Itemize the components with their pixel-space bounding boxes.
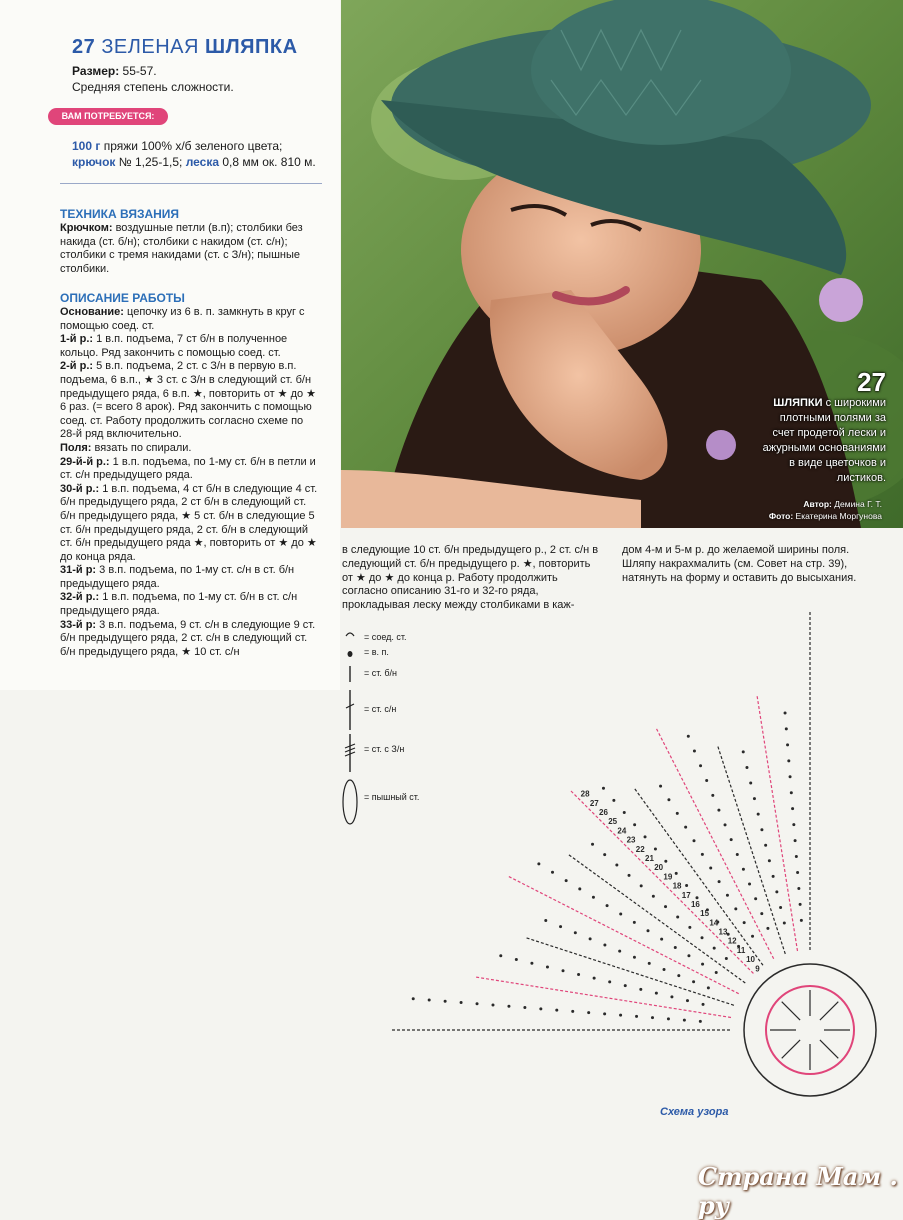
chain-dot (608, 980, 611, 983)
chain-dot (760, 912, 763, 915)
chain-dot (555, 1009, 558, 1012)
chain-dot (796, 871, 799, 874)
chain-dot (674, 946, 677, 949)
chain-dot (603, 944, 606, 947)
petal-stitch (782, 1040, 800, 1058)
technique-heading: ТЕХНИКА ВЯЗАНИЯ (60, 207, 180, 221)
chain-dot (652, 895, 655, 898)
chain-dot (760, 828, 763, 831)
chain-dot (577, 973, 580, 976)
row-number: 19 (663, 872, 673, 882)
row-number: 20 (654, 863, 664, 873)
chain-dot (753, 797, 756, 800)
chain-dot (705, 779, 708, 782)
chain-dot (667, 1017, 670, 1020)
diagram-label: Схема узора (660, 1106, 729, 1118)
chain-dot (655, 992, 658, 995)
center-motif (744, 964, 876, 1096)
row-number: 22 (635, 844, 645, 854)
chain-dot (768, 859, 771, 862)
chain-dot (633, 823, 636, 826)
chain-dot (651, 1016, 654, 1019)
row-number: 28 (580, 789, 590, 799)
chain-dot (795, 855, 798, 858)
chain-dot (664, 860, 667, 863)
row-number: 23 (626, 835, 636, 845)
chain-dot (591, 843, 594, 846)
chain-dot (799, 903, 802, 906)
chain-dot (685, 884, 688, 887)
chain-dot (695, 896, 698, 899)
chain-dot (633, 956, 636, 959)
chain-dot (428, 999, 431, 1002)
stitch-ray (717, 745, 785, 954)
row-number: 12 (727, 936, 737, 946)
chain-dot (639, 988, 642, 991)
chain-dot (624, 984, 627, 987)
chain-dot (718, 880, 721, 883)
chain-dot (742, 868, 745, 871)
puff-icon (343, 780, 357, 824)
chain-dot (633, 921, 636, 924)
stitch-ray (634, 787, 763, 965)
chain-dot (670, 995, 673, 998)
article-title: 27 ЗЕЛЕНАЯ ШЛЯПКА (72, 36, 298, 58)
chain-dot (530, 962, 533, 965)
stitch-ray (567, 854, 745, 983)
row-number: 11 (736, 945, 746, 955)
chain-dot (676, 812, 679, 815)
chain-dot (693, 749, 696, 752)
chain-dot (715, 971, 718, 974)
chain-dot (539, 1007, 542, 1010)
chain-dot (587, 1011, 590, 1014)
row-number: 9 (755, 964, 760, 974)
chain-dot (635, 1015, 638, 1018)
chain-dot (676, 915, 679, 918)
chain-dot (623, 811, 626, 814)
chain-dot (589, 937, 592, 940)
row-number: 27 (589, 798, 599, 808)
chain-dot (476, 1002, 479, 1005)
symbol-legend (340, 630, 460, 830)
description-text: Основание: цепочку из 6 в. п. замкнуть в круг с помощью соед. ст. 1-й р.: 1 в.п. подъема, 7 ст б/н в полученное кольцо. Ряд закончить с помощью соед. ст. 2-й р.: 5 в.п. подъема, 2 ст. с З/н в первую в.п. подъема, 6 в.п., ★ 3 ст. с З/н в следующий ст. б/н предыдущего ряда, 6 в.п. ★, повторить от ★ до ★ 6 раз. (= всего 8 арок). Ряд закончить с помощью соед. ст. Работу продолжить согласно схеме по 28-й ряд включительно. Поля: вязать по спирали. 29-й-й р.: 1 в.п. подъема, по 1-му ст. б/н в петли и ст. с/н предыдущего ряда. 30-й р.: 1 в.п. подъема, 4 ст б/н в следующие 4 ст. б/н предыдущего ряда, 2 ст б/н в следующий ст. б/н предыдущего ряда, ★ 5 ст. б/н в следующие 5 ст. б/н предыдущего ряда, 2 ст. б/н в следующий ст. б/н предыдущего ряда ★, повторить от ★ до ★ до конца ряда. 31-й р: 3 в.п. подъема, по 1-му ст. с/н в ст. б/н предыдущего ряда. 32-й р.: 1 в.п. подъема, по 1-му ст. б/н в ст. с/н предыдущего ряда. 33-й р: 3 в.п. подъема, 9 ст. с/н в следующие 9 ст. б/н предыдущего ряда, 2 ст. с/н в следующий ст. б/н предыдущего ряда, ★ 10 ст. с/н (60, 306, 318, 658)
chain-dot (794, 839, 797, 842)
chain-dot (789, 775, 792, 778)
chain-dot (707, 986, 710, 989)
watermark: Страна Мам . ру (698, 1162, 898, 1220)
chain-dot (619, 913, 622, 916)
chain-dot (612, 799, 615, 802)
chain-dot (797, 887, 800, 890)
chain-dot (593, 977, 596, 980)
chain-dot (460, 1001, 463, 1004)
technique-text: Крючком: воздушные петли (в.п); столбики без накида (ст. б/н); столбики с накидом (ст. с/н); столбики с тремя накидами (ст. с З/н); пышные столбики. (60, 222, 303, 275)
chain-dot (537, 862, 540, 865)
chain-dot (664, 905, 667, 908)
chain-dot (724, 823, 727, 826)
chain-dot (751, 935, 754, 938)
chain-dot (683, 1019, 686, 1022)
chain-dot (784, 711, 787, 714)
chain-dot (711, 794, 714, 797)
chain-dot (717, 809, 720, 812)
chain-dot (606, 904, 609, 907)
chain-dot (702, 1003, 705, 1006)
chain-dot (791, 807, 794, 810)
petal-stitch (820, 1002, 838, 1020)
middle-text: в следующие 10 ст. б/н предыдущего р., 2 ст. с/н в следующий ст. б/н предыдущего р. ★, повторить от ★ до ★ до конца р. Работу продолжить согласно описанию 31-го и 32-го ряда, прокладывая леску между столбиками в каж- (342, 544, 599, 612)
row-number: 26 (599, 808, 608, 818)
chain-dot (701, 853, 704, 856)
chain-dot (602, 787, 605, 790)
chain-dot (792, 823, 795, 826)
chain-dot (725, 957, 728, 960)
chain-dot (551, 871, 554, 874)
row-number: 14 (709, 918, 719, 928)
chain-dot (775, 890, 778, 893)
description-heading: ОПИСАНИЕ РАБОТЫ (60, 291, 185, 305)
chain-dot (444, 1000, 447, 1003)
chain-dot (499, 954, 502, 957)
chain-dot (663, 968, 666, 971)
chain-dot (745, 766, 748, 769)
chain-dot (726, 894, 729, 897)
chain-dot (743, 921, 746, 924)
chain-dot (660, 938, 663, 941)
chain-dot (491, 1004, 494, 1007)
chain-dot (730, 838, 733, 841)
chain-dot (574, 931, 577, 934)
row-number: 21 (645, 854, 654, 864)
chain-dot (677, 974, 680, 977)
chain-dot (687, 954, 690, 957)
divider (60, 183, 322, 184)
legend-dc: = ст. с/н (364, 704, 397, 714)
chain-dot (701, 963, 704, 966)
legend-puff: = пышный ст. (364, 792, 420, 802)
row-number: 10 (746, 955, 756, 965)
chain-dot (713, 947, 716, 950)
legend-slip: = соед. ст. (364, 632, 407, 642)
petal-stitch (782, 1002, 800, 1020)
petal-stitch (820, 1040, 838, 1058)
chain-dot (687, 735, 690, 738)
row-number: 25 (608, 817, 618, 827)
stitch-ray (525, 937, 734, 1005)
chain-dot (659, 785, 662, 788)
row-number: 18 (672, 881, 682, 891)
legend-chain: = в. п. (364, 647, 389, 657)
chain-dot (709, 866, 712, 869)
chain-dot (592, 896, 595, 899)
stitch-ray (570, 790, 754, 974)
chain-dot (559, 925, 562, 928)
chain-dot (644, 835, 647, 838)
chain-dot (748, 883, 751, 886)
right-text: дом 4-м и 5-м р. до желаемой ширины поля. Шляпу накрахмалить (см. Совет на стр. 39), натянуть на форму и оставить до высыхания. (622, 544, 857, 584)
chain-dot (667, 798, 670, 801)
row-number: 13 (718, 927, 728, 937)
chain-dot (785, 727, 788, 730)
chain-dot (615, 864, 618, 867)
chain-dot (507, 1005, 510, 1008)
chain-dot (779, 906, 782, 909)
chain-dot (783, 922, 786, 925)
chain-dot (578, 887, 581, 890)
chain-dot (736, 853, 739, 856)
chain-dot (640, 884, 643, 887)
chain-dot (699, 1020, 702, 1023)
row-number: 16 (690, 899, 700, 909)
chain-dot (757, 813, 760, 816)
chain-dot (688, 926, 691, 929)
chain-dot (628, 874, 631, 877)
row-number: 15 (700, 909, 710, 919)
chain-dot (675, 872, 678, 875)
legend-sc: = ст. б/н (364, 668, 398, 678)
size-line: Размер: 55-57. (72, 64, 157, 78)
stitch-ray (474, 977, 731, 1018)
chain-dot (800, 919, 803, 922)
chain-dot (603, 1012, 606, 1015)
chain-dot (749, 782, 752, 785)
materials-list: 100 г пряжи 100% х/б зеленого цвета; крючок № 1,25-1,5; леска 0,8 мм ок. 810 м. (72, 139, 316, 169)
chain-dot (701, 936, 704, 939)
row-number: 24 (617, 826, 627, 836)
chain-dot (684, 826, 687, 829)
chain-dot (734, 907, 737, 910)
chain-dot (648, 962, 651, 965)
chain-dot (754, 897, 757, 900)
chain-dot (544, 919, 547, 922)
chain-dot (562, 969, 565, 972)
chain-dot (515, 958, 518, 961)
chain-dot (546, 965, 549, 968)
difficulty: Средняя степень сложности. (72, 80, 234, 94)
chain-dot (786, 743, 789, 746)
chain-dot (619, 1014, 622, 1017)
chain-dot (764, 844, 767, 847)
stitch-ray (757, 694, 798, 951)
chain-dot (692, 980, 695, 983)
chain-dot (618, 950, 621, 953)
chain-dot (772, 875, 775, 878)
materials-badge: ВАМ ПОТРЕБУЕТСЯ: (48, 108, 168, 125)
chain-dot (693, 839, 696, 842)
chain-dot (646, 929, 649, 932)
slip-stitch-icon (346, 633, 354, 636)
chain-dot (565, 879, 568, 882)
legend-tr: = ст. с З/н (364, 744, 405, 754)
photo-credits: Автор: Демина Г. Т. Фото: Екатерина Моргунова (768, 499, 882, 521)
chain-dot (787, 759, 790, 762)
photo-caption: 27 ШЛЯПКИ с широкими плотными полями за счет продетой лески и ажурными основаниями в виде цветочков и листиков. (762, 367, 886, 484)
chain-dot (603, 853, 606, 856)
chain-dot (654, 848, 657, 851)
row-number: 17 (681, 890, 691, 900)
chain-dot (686, 999, 689, 1002)
chain-icon (348, 651, 353, 657)
chain-dot (766, 927, 769, 930)
chain-dot (571, 1010, 574, 1013)
chain-dot (742, 750, 745, 753)
chain-dot (523, 1006, 526, 1009)
chain-dot (412, 997, 415, 1000)
chain-dot (790, 791, 793, 794)
chain-dot (699, 764, 702, 767)
